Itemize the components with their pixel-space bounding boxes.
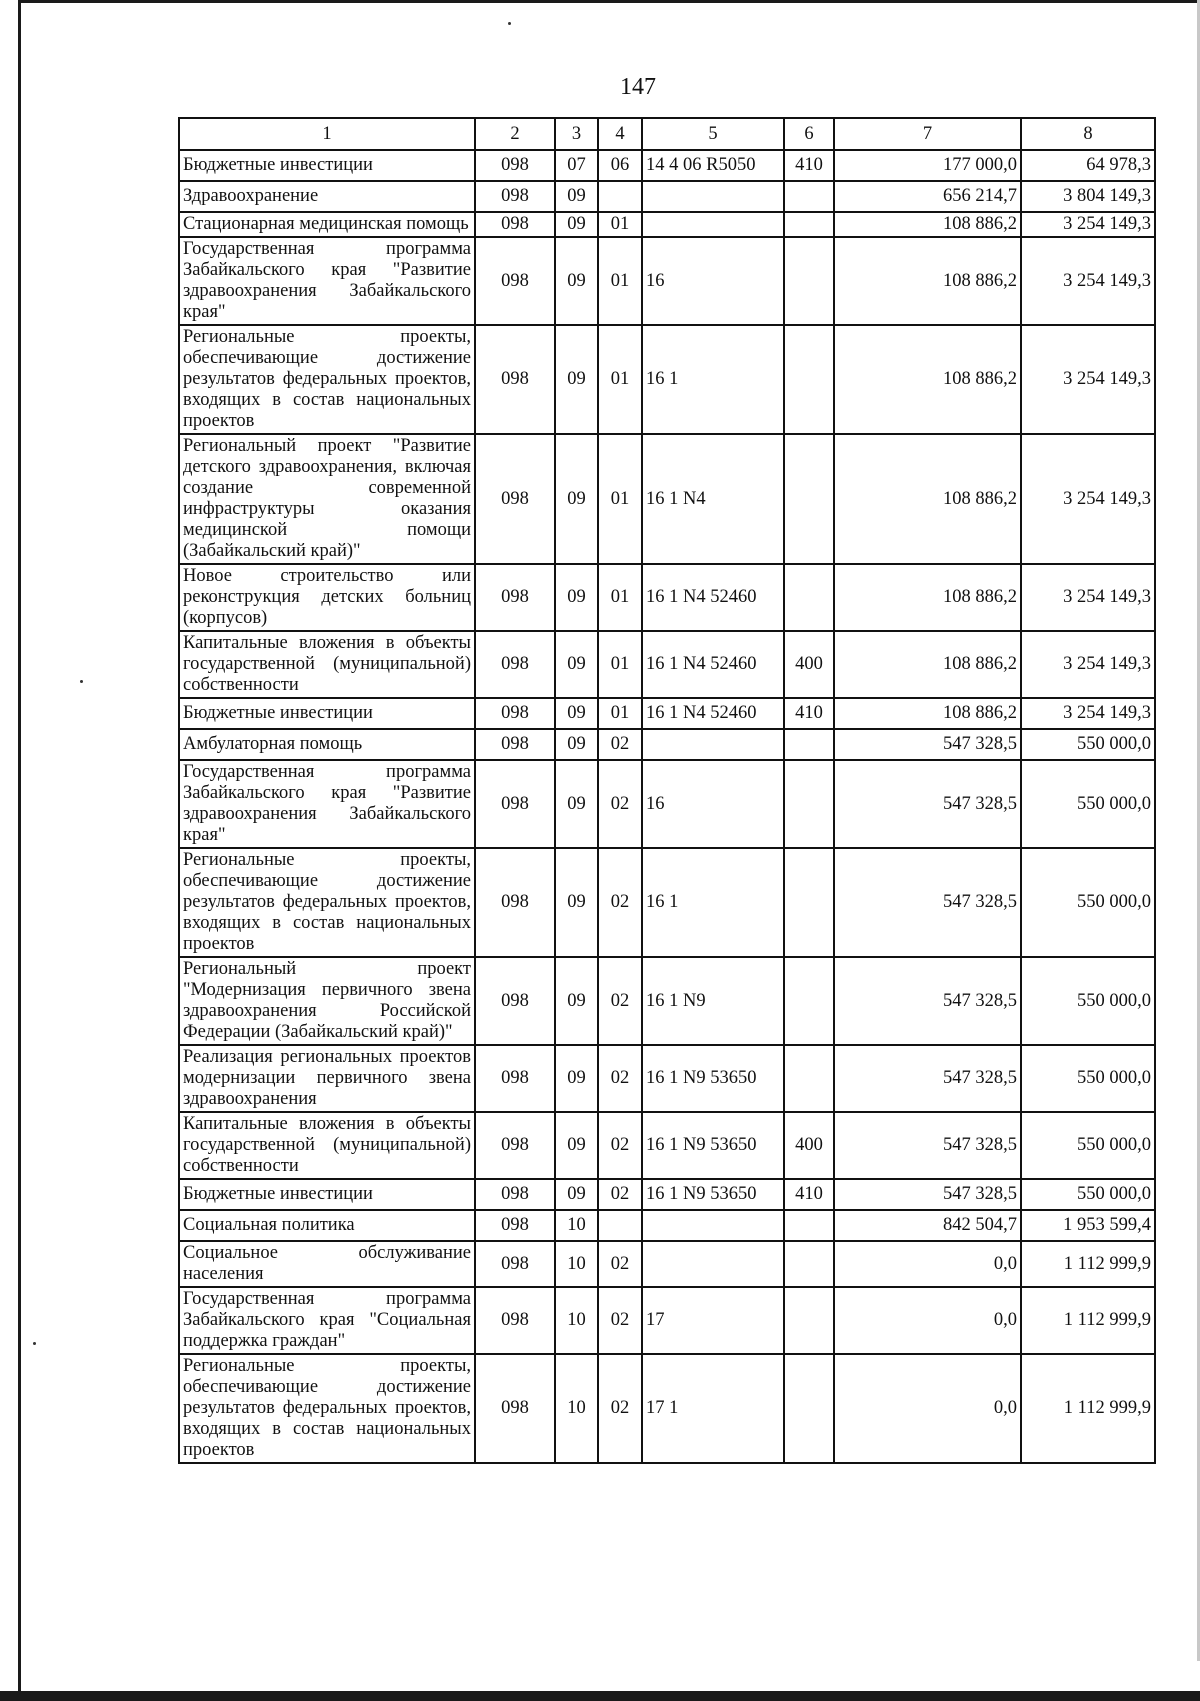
cell-name: Социальная политика — [179, 1210, 475, 1241]
table-row — [179, 150, 1155, 181]
cell-subsection — [598, 1210, 642, 1241]
cell-section: 09 — [555, 564, 598, 631]
cell-section: 09 — [555, 212, 598, 237]
cell-name: Здравоохранение — [179, 181, 475, 212]
cell-section: 09 — [555, 1112, 598, 1179]
cell-target-article: 14 4 06 R5050 — [642, 150, 784, 181]
cell-amount-1: 656 214,7 — [834, 181, 1021, 212]
cell-target-article: 16 1 N4 52460 — [642, 631, 784, 698]
cell-expense-type — [784, 237, 834, 325]
cell-target-article: 17 1 — [642, 1354, 784, 1463]
cell-expense-type — [784, 957, 834, 1045]
table-row — [179, 698, 1155, 729]
table-row — [179, 1179, 1155, 1210]
cell-amount-2: 1 112 999,9 — [1021, 1287, 1155, 1354]
cell-name: Региональные проекты, обеспечивающие достижение результатов федеральных проектов, входящих в состав национальных проектов — [179, 848, 475, 957]
cell-amount-2: 1 112 999,9 — [1021, 1354, 1155, 1463]
cell-subsection: 01 — [598, 434, 642, 564]
cell-expense-type: 410 — [784, 1179, 834, 1210]
table-row — [179, 325, 1155, 434]
header-row — [179, 118, 1155, 150]
cell-amount-1: 108 886,2 — [834, 698, 1021, 729]
cell-expense-type — [784, 181, 834, 212]
cell-name: Стационарная медицинская помощь — [179, 212, 475, 237]
table-row — [179, 434, 1155, 564]
cell-amount-2: 550 000,0 — [1021, 957, 1155, 1045]
cell-expense-type: 400 — [784, 631, 834, 698]
cell-amount-1: 0,0 — [834, 1287, 1021, 1354]
cell-ministry-code: 098 — [475, 212, 555, 237]
cell-name: Региональные проекты, обеспечивающие достижение результатов федеральных проектов, входящих в состав национальных проектов — [179, 1354, 475, 1463]
cell-amount-1: 547 328,5 — [834, 1045, 1021, 1112]
cell-section: 10 — [555, 1287, 598, 1354]
cell-amount-2: 3 254 149,3 — [1021, 434, 1155, 564]
cell-name: Бюджетные инвестиции — [179, 1179, 475, 1210]
cell-target-article — [642, 212, 784, 237]
cell-amount-1: 108 886,2 — [834, 434, 1021, 564]
cell-expense-type — [784, 729, 834, 760]
cell-expense-type — [784, 212, 834, 237]
cell-target-article: 16 1 N4 52460 — [642, 698, 784, 729]
cell-section: 09 — [555, 181, 598, 212]
cell-name: Государственная программа Забайкальского края "Развитие здравоохранения Забайкальского края" — [179, 760, 475, 848]
cell-section: 09 — [555, 698, 598, 729]
cell-subsection: 02 — [598, 1045, 642, 1112]
cell-section: 09 — [555, 237, 598, 325]
budget-table — [178, 117, 1156, 1464]
cell-section: 09 — [555, 729, 598, 760]
cell-ministry-code: 098 — [475, 1112, 555, 1179]
cell-name: Государственная программа Забайкальского края "Развитие здравоохранения Забайкальского края" — [179, 237, 475, 325]
column-header: 6 — [784, 118, 834, 150]
cell-amount-2: 1 953 599,4 — [1021, 1210, 1155, 1241]
table-row — [179, 848, 1155, 957]
cell-target-article: 16 1 N4 — [642, 434, 784, 564]
cell-section: 09 — [555, 848, 598, 957]
cell-section: 09 — [555, 1179, 598, 1210]
cell-ministry-code: 098 — [475, 325, 555, 434]
cell-expense-type — [784, 760, 834, 848]
cell-amount-2: 3 254 149,3 — [1021, 237, 1155, 325]
table-row — [179, 1287, 1155, 1354]
cell-subsection: 02 — [598, 760, 642, 848]
cell-amount-1: 177 000,0 — [834, 150, 1021, 181]
cell-name: Реализация региональных проектов модернизации первичного звена здравоохранения — [179, 1045, 475, 1112]
cell-amount-2: 550 000,0 — [1021, 729, 1155, 760]
cell-ministry-code: 098 — [475, 434, 555, 564]
cell-amount-2: 550 000,0 — [1021, 760, 1155, 848]
cell-subsection: 02 — [598, 848, 642, 957]
cell-target-article: 16 1 N9 — [642, 957, 784, 1045]
table-row — [179, 631, 1155, 698]
cell-ministry-code: 098 — [475, 237, 555, 325]
table-header — [179, 118, 1155, 150]
cell-subsection: 01 — [598, 325, 642, 434]
column-header: 1 — [179, 118, 475, 150]
cell-amount-1: 108 886,2 — [834, 325, 1021, 434]
cell-name: Социальное обслуживание населения — [179, 1241, 475, 1287]
cell-name: Региональные проекты, обеспечивающие достижение результатов федеральных проектов, входящих в состав национальных проектов — [179, 325, 475, 434]
scan-border-top — [18, 0, 1200, 3]
cell-amount-1: 547 328,5 — [834, 760, 1021, 848]
table-row — [179, 1241, 1155, 1287]
cell-subsection — [598, 181, 642, 212]
cell-amount-2: 64 978,3 — [1021, 150, 1155, 181]
cell-amount-2: 1 112 999,9 — [1021, 1241, 1155, 1287]
cell-subsection: 01 — [598, 564, 642, 631]
cell-name: Бюджетные инвестиции — [179, 698, 475, 729]
cell-ministry-code: 098 — [475, 150, 555, 181]
cell-name: Государственная программа Забайкальского края "Социальная поддержка граждан" — [179, 1287, 475, 1354]
cell-target-article: 16 1 N9 53650 — [642, 1112, 784, 1179]
cell-amount-1: 547 328,5 — [834, 1112, 1021, 1179]
cell-section: 09 — [555, 434, 598, 564]
cell-ministry-code: 098 — [475, 631, 555, 698]
cell-subsection: 01 — [598, 631, 642, 698]
cell-name: Капитальные вложения в объекты государственной (муниципальной) собственности — [179, 631, 475, 698]
cell-target-article: 16 — [642, 760, 784, 848]
cell-amount-2: 3 804 149,3 — [1021, 181, 1155, 212]
cell-expense-type — [784, 1354, 834, 1463]
cell-expense-type — [784, 325, 834, 434]
cell-section: 09 — [555, 1045, 598, 1112]
cell-amount-1: 0,0 — [834, 1241, 1021, 1287]
cell-amount-2: 550 000,0 — [1021, 848, 1155, 957]
cell-section: 09 — [555, 760, 598, 848]
scan-speck — [80, 680, 83, 683]
table-row — [179, 564, 1155, 631]
table-row — [179, 212, 1155, 237]
cell-subsection: 06 — [598, 150, 642, 181]
cell-subsection: 01 — [598, 237, 642, 325]
table-row — [179, 729, 1155, 760]
cell-ministry-code: 098 — [475, 698, 555, 729]
scan-border-bottom — [0, 1691, 1200, 1701]
column-header: 2 — [475, 118, 555, 150]
cell-amount-1: 842 504,7 — [834, 1210, 1021, 1241]
table-row — [179, 1354, 1155, 1463]
cell-ministry-code: 098 — [475, 1045, 555, 1112]
cell-ministry-code: 098 — [475, 1287, 555, 1354]
column-header: 5 — [642, 118, 784, 150]
cell-target-article — [642, 181, 784, 212]
cell-name: Бюджетные инвестиции — [179, 150, 475, 181]
cell-expense-type: 400 — [784, 1112, 834, 1179]
cell-amount-1: 547 328,5 — [834, 848, 1021, 957]
cell-name: Капитальные вложения в объекты государственной (муниципальной) собственности — [179, 1112, 475, 1179]
cell-section: 10 — [555, 1210, 598, 1241]
cell-amount-1: 547 328,5 — [834, 729, 1021, 760]
scan-border-left — [18, 0, 21, 1701]
cell-ministry-code: 098 — [475, 1354, 555, 1463]
cell-section: 07 — [555, 150, 598, 181]
cell-amount-2: 550 000,0 — [1021, 1045, 1155, 1112]
cell-ministry-code: 098 — [475, 1179, 555, 1210]
cell-expense-type — [784, 434, 834, 564]
cell-amount-2: 550 000,0 — [1021, 1179, 1155, 1210]
cell-expense-type: 410 — [784, 150, 834, 181]
cell-subsection: 02 — [598, 1241, 642, 1287]
cell-name: Региональный проект "Развитие детского здравоохранения, включая создание современной инфраструктуры оказания медицинской помощи (Забайкальский край)" — [179, 434, 475, 564]
cell-target-article: 17 — [642, 1287, 784, 1354]
cell-amount-2: 550 000,0 — [1021, 1112, 1155, 1179]
cell-subsection: 02 — [598, 1287, 642, 1354]
cell-amount-1: 547 328,5 — [834, 957, 1021, 1045]
cell-expense-type: 410 — [784, 698, 834, 729]
cell-amount-1: 108 886,2 — [834, 212, 1021, 237]
cell-target-article: 16 — [642, 237, 784, 325]
scan-speck — [33, 1342, 36, 1345]
cell-subsection: 02 — [598, 1354, 642, 1463]
table-row — [179, 760, 1155, 848]
cell-amount-1: 108 886,2 — [834, 631, 1021, 698]
cell-amount-1: 0,0 — [834, 1354, 1021, 1463]
cell-section: 09 — [555, 957, 598, 1045]
cell-name: Региональный проект "Модернизация первичного звена здравоохранения Российской Федерации (Забайкальский край)" — [179, 957, 475, 1045]
cell-expense-type — [784, 1045, 834, 1112]
table-row — [179, 1210, 1155, 1241]
cell-ministry-code: 098 — [475, 181, 555, 212]
cell-target-article — [642, 1241, 784, 1287]
table-row — [179, 181, 1155, 212]
page-number: 147 — [620, 74, 656, 100]
cell-ministry-code: 098 — [475, 1241, 555, 1287]
table-row — [179, 1112, 1155, 1179]
cell-amount-2: 3 254 149,3 — [1021, 325, 1155, 434]
table-row — [179, 1045, 1155, 1112]
cell-expense-type — [784, 1287, 834, 1354]
cell-amount-1: 108 886,2 — [834, 564, 1021, 631]
column-header: 3 — [555, 118, 598, 150]
table-body — [179, 150, 1155, 1463]
cell-ministry-code: 098 — [475, 760, 555, 848]
cell-name: Амбулаторная помощь — [179, 729, 475, 760]
cell-subsection: 02 — [598, 729, 642, 760]
table-row — [179, 237, 1155, 325]
column-header: 8 — [1021, 118, 1155, 150]
cell-target-article: 16 1 — [642, 325, 784, 434]
cell-ministry-code: 098 — [475, 1210, 555, 1241]
cell-amount-2: 3 254 149,3 — [1021, 564, 1155, 631]
column-header: 4 — [598, 118, 642, 150]
cell-ministry-code: 098 — [475, 729, 555, 760]
cell-subsection: 02 — [598, 1112, 642, 1179]
cell-amount-1: 108 886,2 — [834, 237, 1021, 325]
cell-expense-type — [784, 564, 834, 631]
cell-section: 10 — [555, 1354, 598, 1463]
cell-expense-type — [784, 1210, 834, 1241]
cell-target-article: 16 1 N9 53650 — [642, 1045, 784, 1112]
cell-name: Новое строительство или реконструкция детских больниц (корпусов) — [179, 564, 475, 631]
cell-target-article: 16 1 N9 53650 — [642, 1179, 784, 1210]
cell-section: 09 — [555, 325, 598, 434]
column-header: 7 — [834, 118, 1021, 150]
cell-expense-type — [784, 1241, 834, 1287]
scan-speck — [508, 22, 511, 25]
cell-target-article: 16 1 N4 52460 — [642, 564, 784, 631]
cell-subsection: 01 — [598, 212, 642, 237]
cell-subsection: 01 — [598, 698, 642, 729]
cell-ministry-code: 098 — [475, 564, 555, 631]
cell-section: 09 — [555, 631, 598, 698]
table-row — [179, 957, 1155, 1045]
cell-target-article — [642, 729, 784, 760]
cell-section: 10 — [555, 1241, 598, 1287]
cell-amount-2: 3 254 149,3 — [1021, 212, 1155, 237]
cell-amount-2: 3 254 149,3 — [1021, 698, 1155, 729]
cell-amount-1: 547 328,5 — [834, 1179, 1021, 1210]
cell-target-article: 16 1 — [642, 848, 784, 957]
cell-target-article — [642, 1210, 784, 1241]
cell-subsection: 02 — [598, 957, 642, 1045]
cell-expense-type — [784, 848, 834, 957]
cell-ministry-code: 098 — [475, 957, 555, 1045]
cell-subsection: 02 — [598, 1179, 642, 1210]
cell-amount-2: 3 254 149,3 — [1021, 631, 1155, 698]
cell-ministry-code: 098 — [475, 848, 555, 957]
